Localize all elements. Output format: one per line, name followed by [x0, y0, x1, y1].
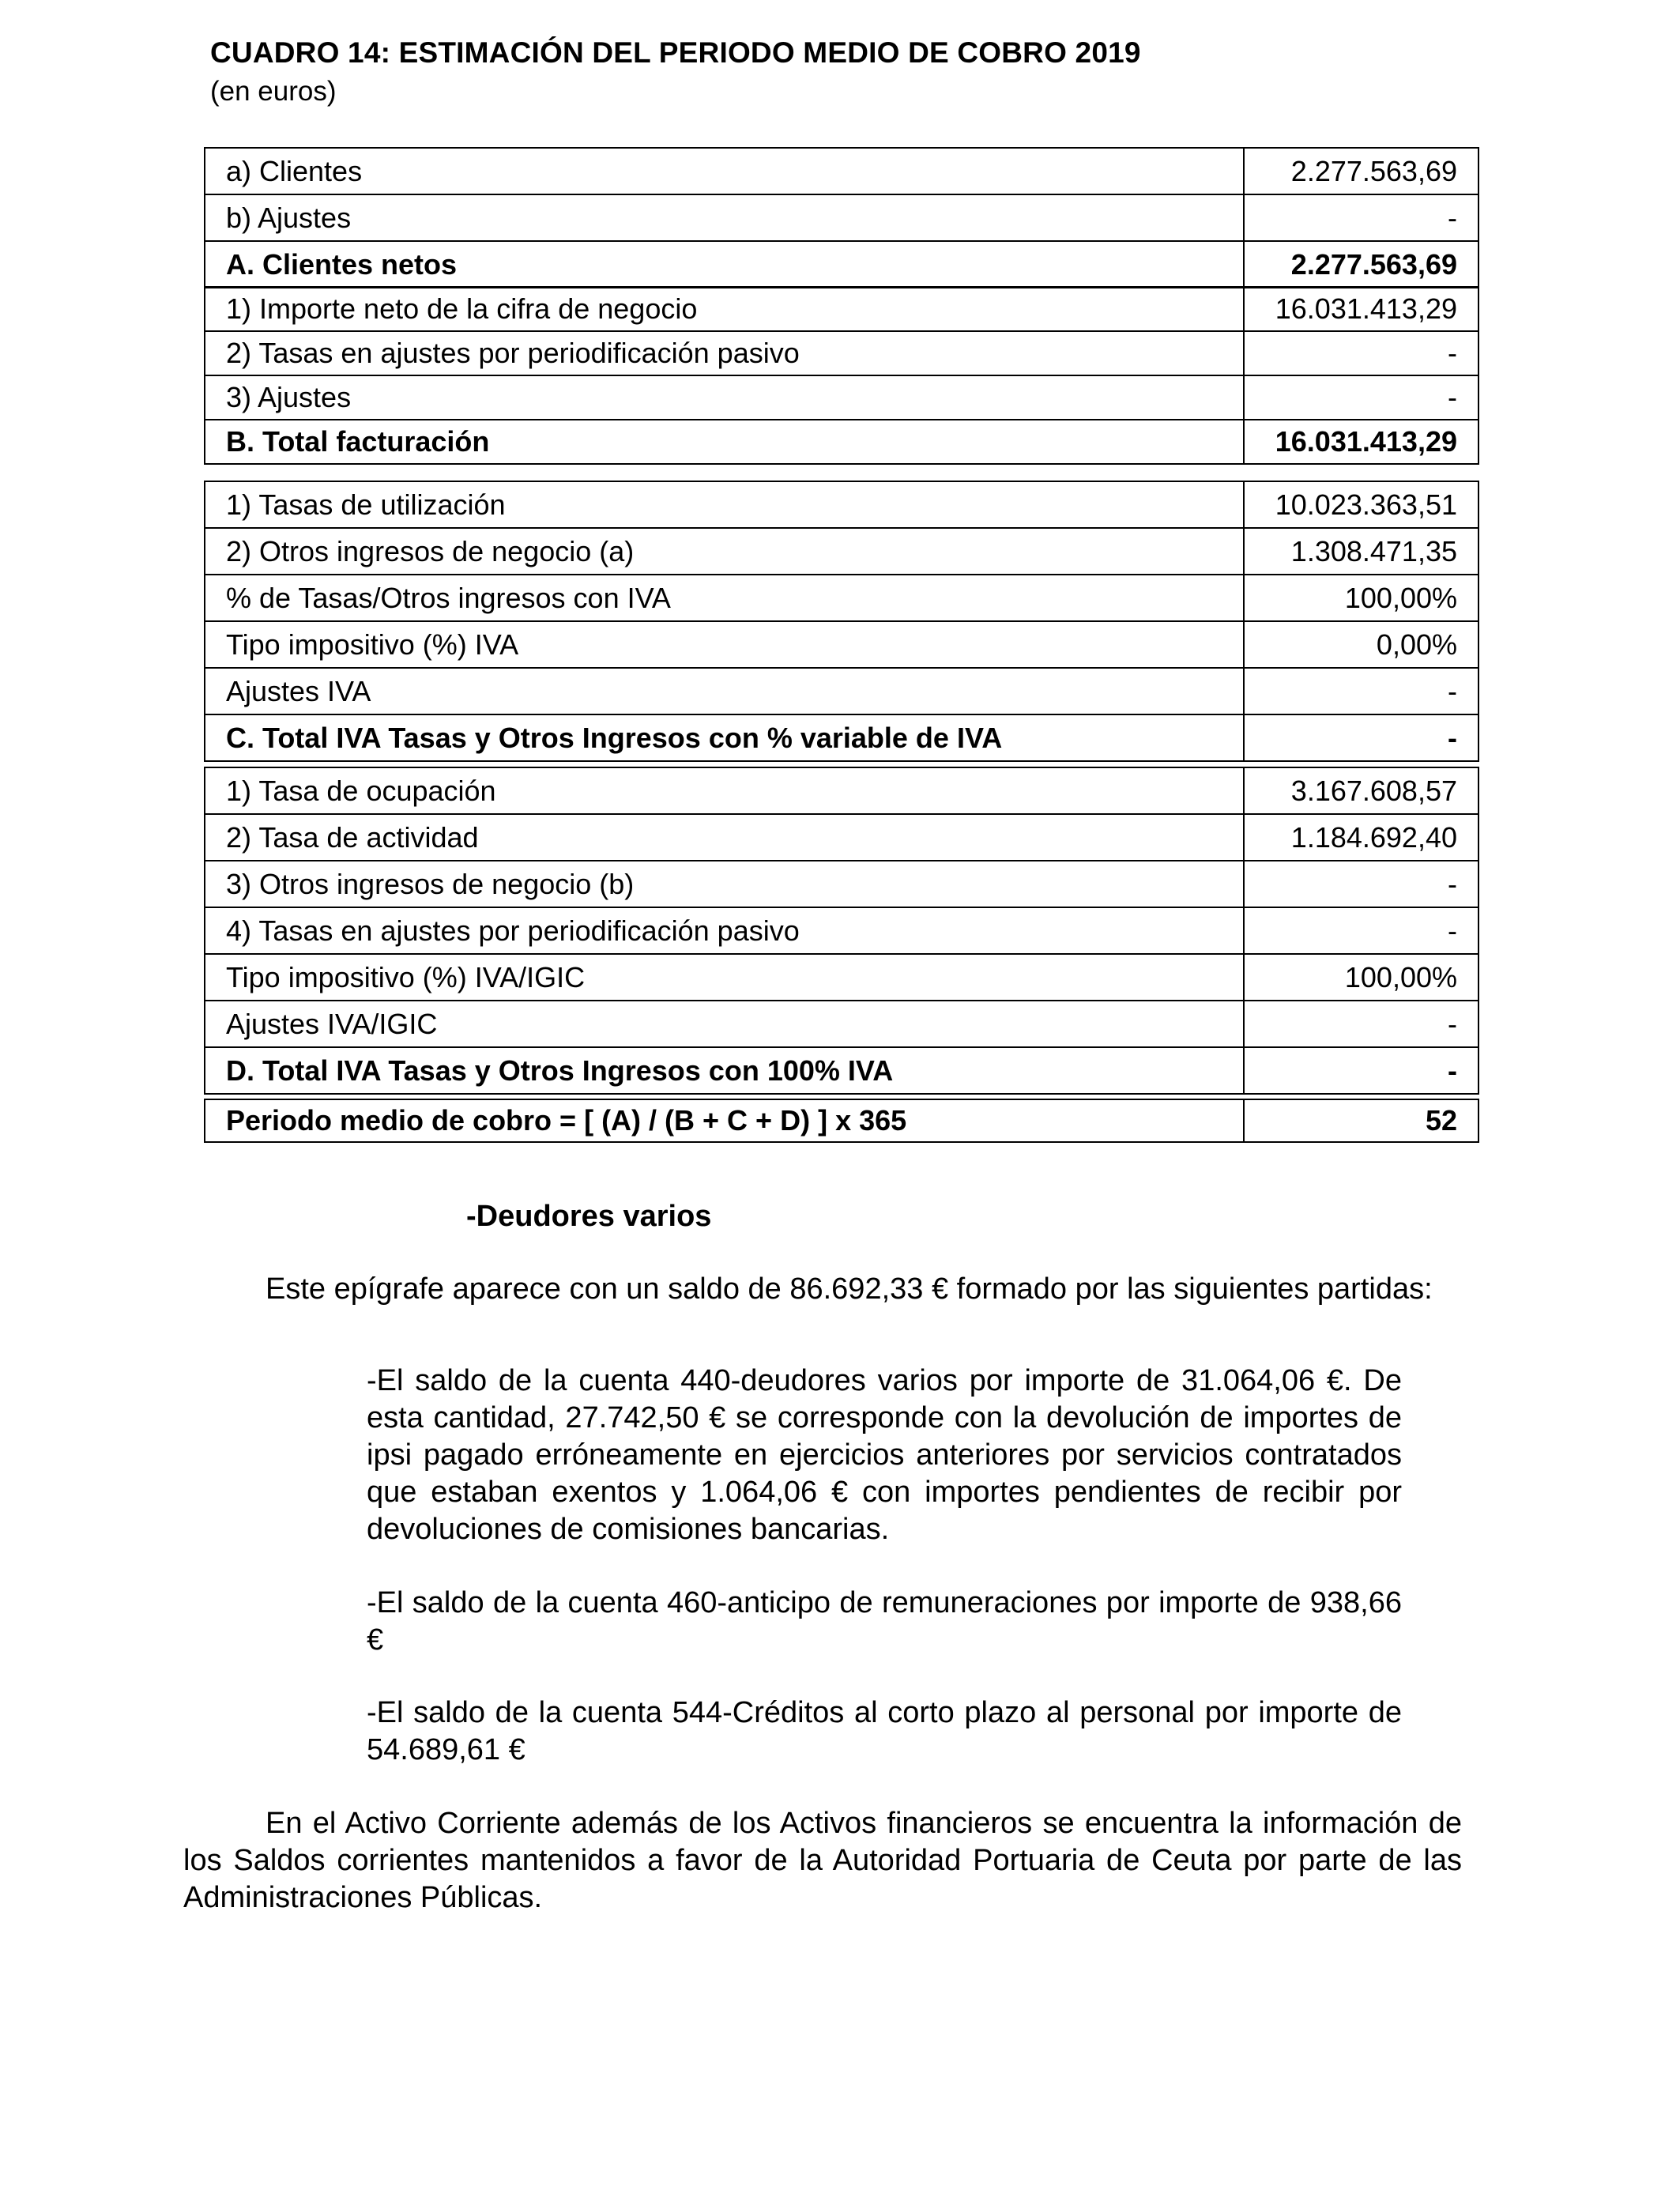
- table-row: [205, 907, 1478, 954]
- list-item-460: -El saldo de la cuenta 460-anticipo de remuneraciones por importe de 938,66 €: [367, 1586, 1402, 1657]
- facturacion-table: [204, 286, 1479, 465]
- list-item-544: -El saldo de la cuenta 544-Créditos al corto plazo al personal por importe de 54.689,61 €: [367, 1696, 1402, 1766]
- table-row: [205, 375, 1478, 420]
- table-row: [205, 481, 1478, 528]
- row-label: Tipo impositivo (%) IVA: [205, 621, 1244, 668]
- row-label: a) Clientes: [205, 148, 1244, 194]
- row-label: 1) Importe neto de la cifra de negocio: [205, 287, 1244, 331]
- row-label: 3) Otros ingresos de negocio (b): [205, 861, 1244, 907]
- row-value: 2.277.563,69: [1244, 241, 1478, 288]
- row-value: 10.023.363,51: [1244, 481, 1478, 528]
- row-value: -: [1244, 1047, 1478, 1094]
- table-row: [205, 1001, 1478, 1047]
- row-label: Ajustes IVA/IGIC: [205, 1001, 1244, 1047]
- row-value: -: [1244, 375, 1478, 420]
- row-label: Periodo medio de cobro = [ (A) / (B + C + D) ] x 365: [205, 1099, 1244, 1142]
- table-row: [205, 287, 1478, 331]
- row-label: D. Total IVA Tasas y Otros Ingresos con 100% IVA: [205, 1047, 1244, 1094]
- table-row: [205, 194, 1478, 241]
- row-label: 2) Tasa de actividad: [205, 814, 1244, 861]
- row-value: 100,00%: [1244, 954, 1478, 1001]
- iva-100-table: [204, 767, 1479, 1095]
- table-row: [205, 814, 1478, 861]
- row-value: -: [1244, 668, 1478, 714]
- section-heading: -Deudores varios: [466, 1200, 712, 1233]
- row-label: Tipo impositivo (%) IVA/IGIC: [205, 954, 1244, 1001]
- iva-variable-table: [204, 481, 1479, 762]
- list-item-440: -El saldo de la cuenta 440-deudores varios por importe de 31.064,06 €. De esta cantidad, 27.742,50 € se corresponde con la devolución de importes de ipsi pagado erróneamente en ejercicios anteriores por servicios contratados que estaban exentos y 1.064,06 € con importes pendientes de recibir por devoluciones de comisiones bancarias.: [367, 1364, 1402, 1546]
- row-label: Ajustes IVA: [205, 668, 1244, 714]
- row-value: -: [1244, 907, 1478, 954]
- row-label: 1) Tasas de utilización: [205, 481, 1244, 528]
- row-label: b) Ajustes: [205, 194, 1244, 241]
- row-value: 100,00%: [1244, 575, 1478, 621]
- row-value: 3.167.608,57: [1244, 767, 1478, 814]
- row-label: A. Clientes netos: [205, 241, 1244, 288]
- row-value: -: [1244, 194, 1478, 241]
- row-label: 3) Ajustes: [205, 375, 1244, 420]
- row-label: 4) Tasas en ajustes por periodificación pasivo: [205, 907, 1244, 954]
- table-title: CUADRO 14: ESTIMACIÓN DEL PERIODO MEDIO DE COBRO 2019: [210, 36, 1141, 69]
- row-label: 2) Tasas en ajustes por periodificación pasivo: [205, 331, 1244, 375]
- row-label: B. Total facturación: [205, 420, 1244, 464]
- table-row: [205, 575, 1478, 621]
- table-row: [205, 1047, 1478, 1094]
- closing-paragraph: En el Activo Corriente además de los Activos financieros se encuentra la información de los Saldos corrientes mantenidos a favor de la Autoridad Portuaria de Ceuta por parte de las Administraciones Públicas.: [183, 1807, 1462, 1914]
- row-label: % de Tasas/Otros ingresos con IVA: [205, 575, 1244, 621]
- table-row: [205, 420, 1478, 464]
- intro-paragraph: Este epígrafe aparece con un saldo de 86.692,33 € formado por las siguientes partidas:: [266, 1272, 1433, 1306]
- clientes-table: [204, 147, 1479, 288]
- table-row: [205, 954, 1478, 1001]
- table-subtitle: (en euros): [210, 76, 337, 107]
- row-value: 16.031.413,29: [1244, 420, 1478, 464]
- row-value: 0,00%: [1244, 621, 1478, 668]
- row-value: -: [1244, 714, 1478, 761]
- table-row: [205, 767, 1478, 814]
- table-row: [205, 241, 1478, 288]
- row-label: 1) Tasa de ocupación: [205, 767, 1244, 814]
- row-value: 1.308.471,35: [1244, 528, 1478, 575]
- row-value: -: [1244, 331, 1478, 375]
- table-row: [205, 148, 1478, 194]
- row-label: C. Total IVA Tasas y Otros Ingresos con % variable de IVA: [205, 714, 1244, 761]
- table-row: [205, 714, 1478, 761]
- table-row: [205, 861, 1478, 907]
- table-row: [205, 668, 1478, 714]
- table-row: [205, 331, 1478, 375]
- table-row: [205, 621, 1478, 668]
- table-row: [205, 528, 1478, 575]
- row-value: -: [1244, 861, 1478, 907]
- row-label: 2) Otros ingresos de negocio (a): [205, 528, 1244, 575]
- row-value: 16.031.413,29: [1244, 287, 1478, 331]
- row-value: -: [1244, 1001, 1478, 1047]
- row-value: 52: [1244, 1099, 1478, 1142]
- table-row: [205, 1099, 1478, 1142]
- periodo-medio-table: [204, 1099, 1479, 1143]
- row-value: 1.184.692,40: [1244, 814, 1478, 861]
- row-value: 2.277.563,69: [1244, 148, 1478, 194]
